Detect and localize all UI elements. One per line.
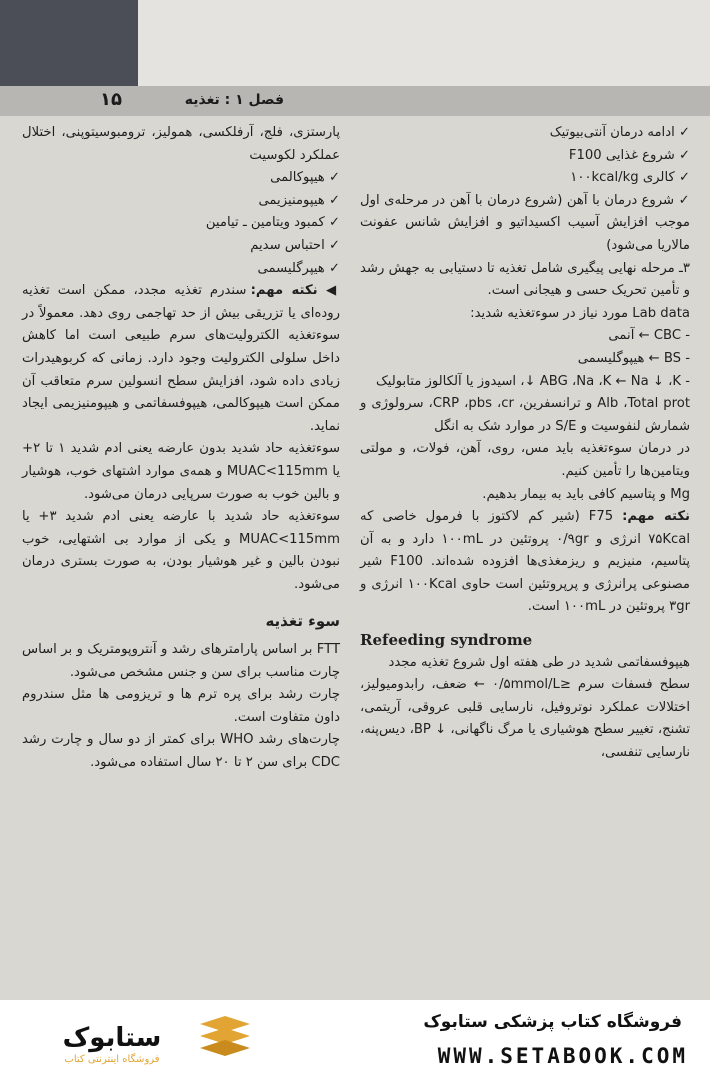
left-column-paragraph: FTT بر اساس پارامترهای رشد و آنتروپومتریک و بر اساس چارت مناسب برای سن و جنس مشخص می‌شود. <box>22 642 340 680</box>
footer-banner <box>0 1000 710 1079</box>
left-column-paragraph: ✓ هیپرگلیسمی <box>22 258 340 281</box>
right-text-column <box>360 122 690 765</box>
left-column-paragraph <box>22 280 340 438</box>
note-text: F75 (شیر کم لاکتوز با فرمول خاصی که ۷۵Kcal انرژی و ۰/۹gr پروتئین در ۱۰۰mL دارد و به آن پتاسیم، منیزیم و ریزمغذی‌ها افزوده شده‌اند. F100 شیر مصنوعی پرانرژی و پرپروتئین است حاوی ۱۰۰Kcal انرژی و ۳gr پروتئین در ۱۰۰mL است. <box>360 509 690 615</box>
right-column-paragraph: در درمان سوءتغذیه باید مس، روی، آهن، فولات، و مولتی ویتامین‌ها را تأمین کنیم. <box>360 441 690 479</box>
right-column-paragraph: - BS ← هیپوگلیسمی <box>577 350 690 366</box>
note-label: نکته مهم: <box>622 509 690 525</box>
note-text: سندرم تغذیه مجدد، ممکن است تغذیه روده‌ای یا تزریقی بیش از حد تهاجمی روی دهد. معمولاً در سوءتغذیه الکترولیت‌های سرم طبیعی است اما کاهش داخل سلولی الکترولیت وجود دارد. زمانی که کربوهیدرات زیادی داده شود، افزایش سطح انسولین سرم متعاقب آن ممکن است هیپوکالمی، هیپوفسفاتمی و هیپومنیزیمی ایجاد نماید. <box>22 283 340 434</box>
left-column-paragraph: پارستزی، فلج، آرفلکسی، همولیز، ترومبوسیتوپنی، اختلال عملکرد لکوسیت <box>22 125 340 163</box>
store-name: فروشگاه کتاب پزشکی ستابوک <box>423 1012 682 1032</box>
right-column-paragraph: Refeeding syndrome <box>360 631 533 650</box>
right-column-paragraph: هیپوفسفاتمی شدید در طی هفته اول شروع تغذیه مجدد <box>388 654 690 670</box>
left-column-paragraph: ✓ احتباس سدیم <box>22 235 340 258</box>
right-column-paragraph: Lab data مورد نیاز در سوءتغذیه شدید: <box>470 305 690 321</box>
left-column-paragraph: ✓ کمبود ویتامین ـ تیامین <box>22 212 340 235</box>
left-column-paragraph: چارت رشد برای پره ترم ها و تریزومی ها مثل سندروم داون متفاوت است. <box>22 687 340 725</box>
right-column-paragraph: ۳ـ مرحله نهایی پیگیری شامل تغذیه تا دستیابی به جهش رشد و تأمین تحریک حسی و هیجانی است. <box>360 260 690 299</box>
right-column-paragraph: Alb ،Total prot و ترانسفرین، CRP ،pbs ،cr، سرولوژی و شمارش لنفوسیت و S/E در موارد شک به انگل <box>360 396 690 434</box>
chapter-title: فصل ۱ : تغذیه <box>184 92 284 108</box>
page-corner-block <box>0 0 138 86</box>
logo-subtitle: فروشگاه اینترنتی کتاب <box>64 1054 160 1065</box>
right-column-paragraph: سطح فسفات سرم ≤۰/۵mmol/L ← ضعف، رابدومیولیز، اختلالات عملکرد نوتروفیل، نارسایی قلبی عروقی، آریتمی، تشنج، تغییر سطح هوشیاری یا مرگ ناگهانی، ↓ BP، دیس‌پنه، نارسایی تنفسی، <box>360 677 691 761</box>
logo-wordmark: ستابوک <box>62 1023 162 1053</box>
website-link[interactable]: WWW.SETABOOK.COM <box>437 1044 688 1068</box>
left-column-paragraph: ✓ هیپومنیزیمی <box>22 190 340 213</box>
right-column-paragraph: ✓ شروع درمان با آهن (شروع درمان با آهن در مرحله‌ی اول موجب افزایش آسیب اکسیداتیو و افزایش شانس عفونت مالاریا می‌شود) <box>360 190 690 258</box>
right-column-paragraph: ✓ شروع غذایی F100 <box>360 145 690 168</box>
note-label: ◀ نکته مهم: <box>250 283 341 299</box>
left-column-paragraph: ✓ هیپوکالمی <box>22 167 340 190</box>
left-column-paragraph: سوء تغذیه <box>265 612 340 631</box>
page-number: ۱۵ <box>100 89 122 110</box>
left-text-column <box>22 122 340 775</box>
right-column-paragraph: Mg و پتاسیم کافی باید به بیمار بدهیم. <box>482 486 690 502</box>
right-column-paragraph: - ABG ،Na ،K ← Na ↓ ،K ↓، اسیدوز یا آلکالوز متابولیک <box>375 373 690 389</box>
left-column-paragraph: سوءتغذیه حاد شدید بدون عارضه یعنی ادم شدید ۱ تا ۲+ یا MUAC<115mm و همه‌ی موارد اشتهای خوب، هوشیار و بالین خوب به صورت سرپایی درمان می‌شود. <box>22 441 341 502</box>
right-column-paragraph <box>360 506 690 619</box>
setabook-logo <box>20 1016 260 1066</box>
left-column-paragraph: چارت‌های رشد WHO برای کمتر از دو سال و چارت رشد CDC برای سن ۲ تا ۲۰ سال استفاده می‌شود. <box>22 732 340 771</box>
left-column-paragraph: سوءتغذیه حاد شدید با عارضه یعنی ادم شدید ۳+ یا MUAC<115mm و یکی از موارد بی اشتهایی، خوب نبودن بالین و غیر هوشیار بودن، به صورت بستری درمان می‌شود. <box>22 509 340 592</box>
right-column-paragraph: ✓ ادامه درمان آنتی‌بیوتیک <box>360 122 690 145</box>
right-column-paragraph: ✓ کالری ۱۰۰kcal/kg <box>360 167 690 190</box>
right-column-paragraph: - CBC ← آنمی <box>608 328 690 344</box>
logo-emblem-icon <box>200 1016 250 1056</box>
